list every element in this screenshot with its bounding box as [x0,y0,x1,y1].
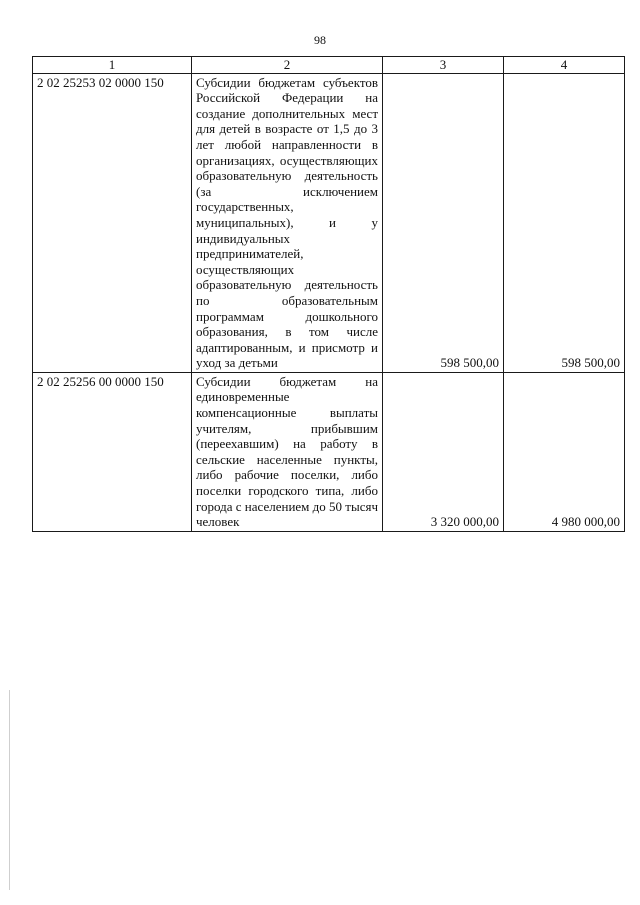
column-header-4: 4 [504,57,625,74]
column-header-2: 2 [192,57,383,74]
amount-column-4: 598 500,00 [504,73,625,372]
margin-line [9,690,10,890]
amount-column-3: 3 320 000,00 [383,372,504,531]
table-row [33,372,625,531]
amount-column-3: 598 500,00 [383,73,504,372]
amount-column-4: 4 980 000,00 [504,372,625,531]
budget-code: 2 02 25256 00 0000 150 [33,372,192,531]
table-header-row [33,57,625,74]
budget-description: Субсидии бюджетам субъектов Российской Федерации на создание дополнительных мест для детей в возрасте от 1,5 до 3 лет любой направленности в организациях, осуществляющих образовательную деятельность (за исключением государственных, муниципальных), и у индивидуальных предпринимателей, осуществляющих образовательную деятельность по образовательным программам дошкольного образования, в том числе адаптированным, и присмотр и уход за детьми [192,73,383,372]
column-header-1: 1 [33,57,192,74]
table-row [33,73,625,372]
column-header-3: 3 [383,57,504,74]
budget-code: 2 02 25253 02 0000 150 [33,73,192,372]
page-number: 98 [314,33,326,47]
budget-description: Субсидии бюджетам на единовременные компенсационные выплаты учителям, прибывшим (переехавшим) на работу в сельские населенные пункты, либо рабочие поселки, либо поселки городского типа, либо города с населением до 50 тысяч человек [192,372,383,531]
budget-table [32,56,625,532]
